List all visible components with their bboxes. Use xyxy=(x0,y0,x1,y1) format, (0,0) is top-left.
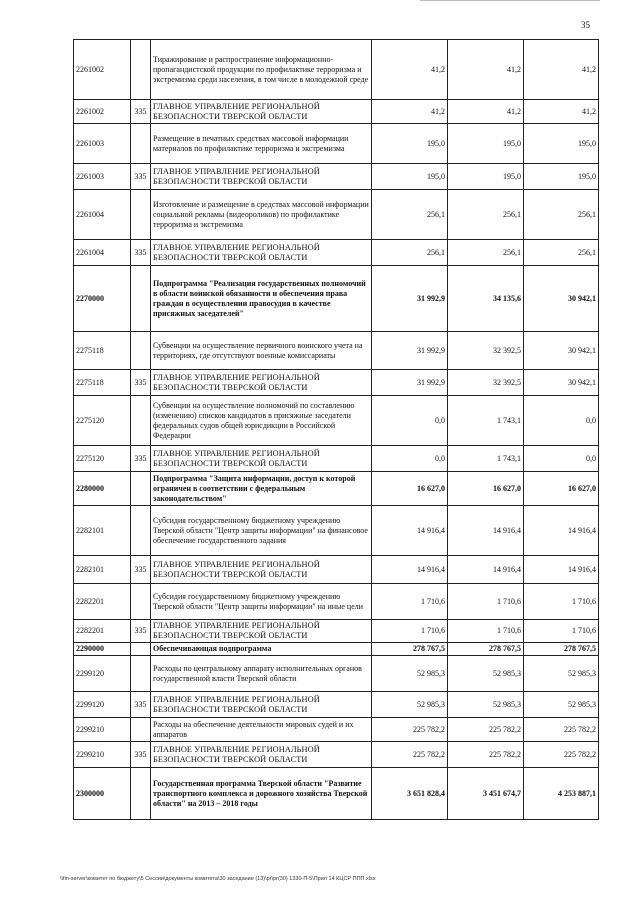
value-2014-cell: 31 992,9 xyxy=(372,370,448,396)
name-cell: ГЛАВНОЕ УПРАВЛЕНИЕ РЕГИОНАЛЬНОЙ БЕЗОПАСНОСТИ ТВЕРСКОЙ ОБЛАСТИ xyxy=(151,692,372,718)
table-row xyxy=(74,718,599,742)
value-2015-cell: 14 916,4 xyxy=(448,556,524,584)
table-row xyxy=(74,656,599,692)
value-2016-cell: 4 253 887,1 xyxy=(524,768,599,820)
value-2014-cell: 225 782,2 xyxy=(372,742,448,768)
subcode-cell xyxy=(131,718,151,742)
value-2014-cell: 195,0 xyxy=(372,164,448,190)
subcode-cell xyxy=(131,124,151,164)
name-cell: Тиражирование и распространение информационно-пропагандистской продукции по профилактике терроризма и экстремизма среди населения, в том числе в молодежной среде xyxy=(151,40,372,100)
subcode-cell xyxy=(131,656,151,692)
value-2015-cell: 256,1 xyxy=(448,240,524,266)
code-cell: 2299210 xyxy=(74,742,131,768)
page-number: 35 xyxy=(581,20,590,30)
subcode-cell: 335 xyxy=(131,556,151,584)
subcode-cell: 335 xyxy=(131,620,151,643)
table-row xyxy=(74,768,599,820)
name-cell: Изготовление и размещение в средствах массовой информации социальной рекламы (видеороликов) по профилактике терроризма и экстремизма xyxy=(151,190,372,240)
subcode-cell: 335 xyxy=(131,742,151,768)
value-2014-cell: 52 985,3 xyxy=(372,692,448,718)
subcode-cell xyxy=(131,472,151,506)
value-2015-cell: 195,0 xyxy=(448,164,524,190)
code-cell: 2270000 xyxy=(74,266,131,332)
code-cell: 2282201 xyxy=(74,584,131,620)
subcode-cell xyxy=(131,266,151,332)
value-2016-cell: 1 710,6 xyxy=(524,620,599,643)
value-2015-cell: 225 782,2 xyxy=(448,742,524,768)
code-cell: 2299120 xyxy=(74,656,131,692)
code-cell: 2275118 xyxy=(74,370,131,396)
table-row xyxy=(74,240,599,266)
name-cell: Размещение в печатных средствах массовой информации материалов по профилактике терроризма и экстремизма xyxy=(151,124,372,164)
value-2016-cell: 41,2 xyxy=(524,40,599,100)
value-2014-cell: 1 710,6 xyxy=(372,620,448,643)
code-cell: 2300000 xyxy=(74,768,131,820)
value-2015-cell: 52 985,3 xyxy=(448,692,524,718)
value-2016-cell: 52 985,3 xyxy=(524,692,599,718)
value-2014-cell: 31 992,9 xyxy=(372,332,448,370)
value-2015-cell: 14 916,4 xyxy=(448,506,524,556)
subcode-cell: 335 xyxy=(131,240,151,266)
name-cell: ГЛАВНОЕ УПРАВЛЕНИЕ РЕГИОНАЛЬНОЙ БЕЗОПАСНОСТИ ТВЕРСКОЙ ОБЛАСТИ xyxy=(151,446,372,472)
value-2015-cell: 278 767,5 xyxy=(448,643,524,656)
table-row xyxy=(74,446,599,472)
code-cell: 2299210 xyxy=(74,718,131,742)
value-2014-cell: 256,1 xyxy=(372,240,448,266)
value-2015-cell: 34 135,6 xyxy=(448,266,524,332)
code-cell: 2280000 xyxy=(74,472,131,506)
value-2015-cell: 52 985,3 xyxy=(448,656,524,692)
code-cell: 2282201 xyxy=(74,620,131,643)
table-row xyxy=(74,40,599,100)
table-row xyxy=(74,190,599,240)
name-cell: ГЛАВНОЕ УПРАВЛЕНИЕ РЕГИОНАЛЬНОЙ БЕЗОПАСНОСТИ ТВЕРСКОЙ ОБЛАСТИ xyxy=(151,240,372,266)
subcode-cell: 335 xyxy=(131,692,151,718)
top-rule xyxy=(420,0,600,4)
value-2014-cell: 195,0 xyxy=(372,124,448,164)
value-2014-cell: 0,0 xyxy=(372,446,448,472)
value-2015-cell: 1 710,6 xyxy=(448,584,524,620)
name-cell: ГЛАВНОЕ УПРАВЛЕНИЕ РЕГИОНАЛЬНОЙ БЕЗОПАСНОСТИ ТВЕРСКОЙ ОБЛАСТИ xyxy=(151,742,372,768)
value-2016-cell: 0,0 xyxy=(524,396,599,446)
value-2016-cell: 225 782,2 xyxy=(524,718,599,742)
value-2016-cell: 52 985,3 xyxy=(524,656,599,692)
budget-table xyxy=(73,39,599,820)
value-2015-cell: 1 710,6 xyxy=(448,620,524,643)
value-2016-cell: 14 916,4 xyxy=(524,506,599,556)
subcode-cell xyxy=(131,506,151,556)
code-cell: 2275120 xyxy=(74,396,131,446)
subcode-cell: 335 xyxy=(131,446,151,472)
value-2015-cell: 256,1 xyxy=(448,190,524,240)
name-cell: ГЛАВНОЕ УПРАВЛЕНИЕ РЕГИОНАЛЬНОЙ БЕЗОПАСНОСТИ ТВЕРСКОЙ ОБЛАСТИ xyxy=(151,620,372,643)
code-cell: 2299120 xyxy=(74,692,131,718)
code-cell: 2261004 xyxy=(74,240,131,266)
name-cell: ГЛАВНОЕ УПРАВЛЕНИЕ РЕГИОНАЛЬНОЙ БЕЗОПАСНОСТИ ТВЕРСКОЙ ОБЛАСТИ xyxy=(151,100,372,124)
name-cell: ГЛАВНОЕ УПРАВЛЕНИЕ РЕГИОНАЛЬНОЙ БЕЗОПАСНОСТИ ТВЕРСКОЙ ОБЛАСТИ xyxy=(151,370,372,396)
value-2014-cell: 41,2 xyxy=(372,100,448,124)
table-row xyxy=(74,506,599,556)
subcode-cell xyxy=(131,584,151,620)
value-2015-cell: 1 743,1 xyxy=(448,396,524,446)
value-2014-cell: 16 627,0 xyxy=(372,472,448,506)
value-2015-cell: 1 743,1 xyxy=(448,446,524,472)
value-2016-cell: 41,2 xyxy=(524,100,599,124)
value-2016-cell: 30 942,1 xyxy=(524,370,599,396)
name-cell: Субсидия государственному бюджетному учреждению Тверской области "Центр защиты информации" на финансовое обеспечение государственного задания xyxy=(151,506,372,556)
value-2014-cell: 1 710,6 xyxy=(372,584,448,620)
value-2014-cell: 3 651 828,4 xyxy=(372,768,448,820)
code-cell: 2261003 xyxy=(74,164,131,190)
code-cell: 2282101 xyxy=(74,556,131,584)
value-2016-cell: 256,1 xyxy=(524,240,599,266)
subcode-cell xyxy=(131,190,151,240)
code-cell: 2282101 xyxy=(74,506,131,556)
table-row xyxy=(74,643,599,656)
subcode-cell: 335 xyxy=(131,100,151,124)
name-cell: ГЛАВНОЕ УПРАВЛЕНИЕ РЕГИОНАЛЬНОЙ БЕЗОПАСНОСТИ ТВЕРСКОЙ ОБЛАСТИ xyxy=(151,164,372,190)
value-2016-cell: 225 782,2 xyxy=(524,742,599,768)
value-2014-cell: 14 916,4 xyxy=(372,556,448,584)
name-cell: Подпрограмма "Реализация государственных полномочий в области воинской обязанности и обеспечения права граждан в осуществлении правосудия в качестве присяжных заседателей" xyxy=(151,266,372,332)
value-2014-cell: 225 782,2 xyxy=(372,718,448,742)
name-cell: Обеспечивающая подпрограмма xyxy=(151,643,372,656)
value-2016-cell: 195,0 xyxy=(524,164,599,190)
subcode-cell: 335 xyxy=(131,164,151,190)
value-2015-cell: 16 627,0 xyxy=(448,472,524,506)
value-2016-cell: 256,1 xyxy=(524,190,599,240)
value-2015-cell: 32 392,5 xyxy=(448,370,524,396)
name-cell: Субвенции на осуществление полномочий по составлению (изменению) списков кандидатов в присяжные заседатели федеральных судов общей юрисдикции в Российской Федерации xyxy=(151,396,372,446)
value-2015-cell: 32 392,5 xyxy=(448,332,524,370)
value-2016-cell: 30 942,1 xyxy=(524,332,599,370)
table-row xyxy=(74,370,599,396)
table-row xyxy=(74,584,599,620)
name-cell: ГЛАВНОЕ УПРАВЛЕНИЕ РЕГИОНАЛЬНОЙ БЕЗОПАСНОСТИ ТВЕРСКОЙ ОБЛАСТИ xyxy=(151,556,372,584)
subcode-cell xyxy=(131,396,151,446)
code-cell: 2275120 xyxy=(74,446,131,472)
budget-table-body xyxy=(74,40,599,820)
name-cell: Субвенции на осуществление первичного воинского учета на территориях, где отсутствуют военные комиссариаты xyxy=(151,332,372,370)
value-2016-cell: 0,0 xyxy=(524,446,599,472)
table-row xyxy=(74,266,599,332)
table-row xyxy=(74,100,599,124)
value-2016-cell: 278 767,5 xyxy=(524,643,599,656)
value-2014-cell: 14 916,4 xyxy=(372,506,448,556)
value-2016-cell: 1 710,6 xyxy=(524,584,599,620)
code-cell: 2261004 xyxy=(74,190,131,240)
name-cell: Подпрограмма "Защита информации, доступ к которой ограничен в соответствии с федеральным законодательством" xyxy=(151,472,372,506)
subcode-cell xyxy=(131,643,151,656)
name-cell: Субсидия государственному бюджетному учреждению Тверской области "Центр защиты информации" на иные цели xyxy=(151,584,372,620)
value-2015-cell: 225 782,2 xyxy=(448,718,524,742)
table-row xyxy=(74,620,599,643)
subcode-cell xyxy=(131,40,151,100)
subcode-cell xyxy=(131,332,151,370)
table-row xyxy=(74,124,599,164)
subcode-cell: 335 xyxy=(131,370,151,396)
table-row xyxy=(74,164,599,190)
value-2014-cell: 31 992,9 xyxy=(372,266,448,332)
value-2014-cell: 256,1 xyxy=(372,190,448,240)
value-2016-cell: 30 942,1 xyxy=(524,266,599,332)
value-2014-cell: 278 767,5 xyxy=(372,643,448,656)
value-2015-cell: 195,0 xyxy=(448,124,524,164)
value-2015-cell: 41,2 xyxy=(448,40,524,100)
code-cell: 2261003 xyxy=(74,124,131,164)
table-row xyxy=(74,396,599,446)
value-2015-cell: 41,2 xyxy=(448,100,524,124)
table-row xyxy=(74,692,599,718)
code-cell: 2261002 xyxy=(74,100,131,124)
table-row xyxy=(74,556,599,584)
table-row xyxy=(74,742,599,768)
value-2014-cell: 41,2 xyxy=(372,40,448,100)
table-row xyxy=(74,472,599,506)
name-cell: Расходы по центральному аппарату исполнительных органов государственной власти Тверской области xyxy=(151,656,372,692)
subcode-cell xyxy=(131,768,151,820)
value-2016-cell: 16 627,0 xyxy=(524,472,599,506)
value-2015-cell: 3 451 674,7 xyxy=(448,768,524,820)
name-cell: Государственная программа Тверской области "Развитие транспортного комплекса и дорожного хозяйства Тверской области" на 2013 – 2018 годы xyxy=(151,768,372,820)
value-2016-cell: 195,0 xyxy=(524,124,599,164)
code-cell: 2290000 xyxy=(74,643,131,656)
file-path-footer: \\fin-server\комитет по бюджету\5 Сессии\документы комитета\30 заседание (13)\pr\pr(30) 1330-П-5\Прил 14 КЦСР ППП.xlsx xyxy=(60,876,376,882)
value-2014-cell: 0,0 xyxy=(372,396,448,446)
code-cell: 2261002 xyxy=(74,40,131,100)
value-2016-cell: 14 916,4 xyxy=(524,556,599,584)
code-cell: 2275118 xyxy=(74,332,131,370)
value-2014-cell: 52 985,3 xyxy=(372,656,448,692)
name-cell: Расходы на обеспечение деятельности мировых судей и их аппаратов xyxy=(151,718,372,742)
table-row xyxy=(74,332,599,370)
